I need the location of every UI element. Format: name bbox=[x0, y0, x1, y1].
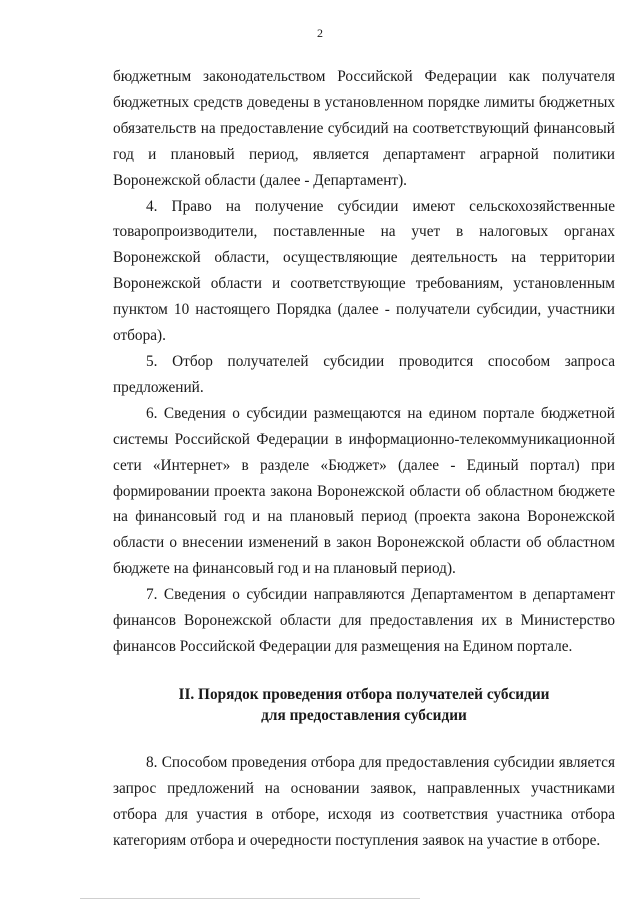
paragraph-item-7: 7. Сведения о субсидии направляются Департаментом в департамент финансов Воронежской области для предоставления их в Министерство финансов Российской Федерации для размещения на Едином портале. bbox=[113, 586, 615, 655]
section-heading-line-1: II. Порядок проведения отбора получателей субсидии bbox=[178, 685, 550, 703]
section-heading-line-2: для предоставления субсидии bbox=[261, 706, 467, 724]
document-body bbox=[113, 64, 615, 853]
section-heading bbox=[113, 684, 615, 726]
paragraph-item-8: 8. Способом проведения отбора для предоставления субсидии является запрос предложений на основании заявок, направленных участниками отбора для участия в отборе, исходя из соответствия участника отбора категориям отбора и очередности поступления заявок на участие в отборе. bbox=[113, 753, 615, 849]
page-number: 2 bbox=[317, 26, 323, 40]
paragraph-item-4: 4. Право на получение субсидии имеют сельскохозяйственные товаропроизводители, поставленные на учет в налоговых органах Воронежской области, осуществляющие деятельность на территории Воронежской области и соответствующие требованиям, установленным пунктом 10 настоящего Порядка (далее - получатели субсидии, участники отбора). bbox=[113, 197, 615, 345]
paragraph-continuation: бюджетным законодательством Российской Федерации как получателя бюджетных средств доведены в установленном порядке лимиты бюджетных обязательств на предоставление субсидий на соответствующий финансовый год и плановый период, является департамент аграрной политики Воронежской области (далее - Департамент). bbox=[113, 68, 615, 189]
paragraph-item-5: 5. Отбор получателей субсидии проводится способом запроса предложений. bbox=[113, 352, 615, 396]
footer-divider bbox=[80, 898, 420, 899]
paragraph-item-6: 6. Сведения о субсидии размещаются на едином портале бюджетной системы Российской Федерации в информационно-телекоммуникационной сети «Интернет» в разделе «Бюджет» (далее - Единый портал) при формировании проекта закона Воронежской области об областном бюджете на финансовый год и на плановый период (проекта закона Воронежской области о внесении изменений в закон Воронежской области об областном бюджете на финансовый год и на плановый период). bbox=[113, 404, 615, 578]
